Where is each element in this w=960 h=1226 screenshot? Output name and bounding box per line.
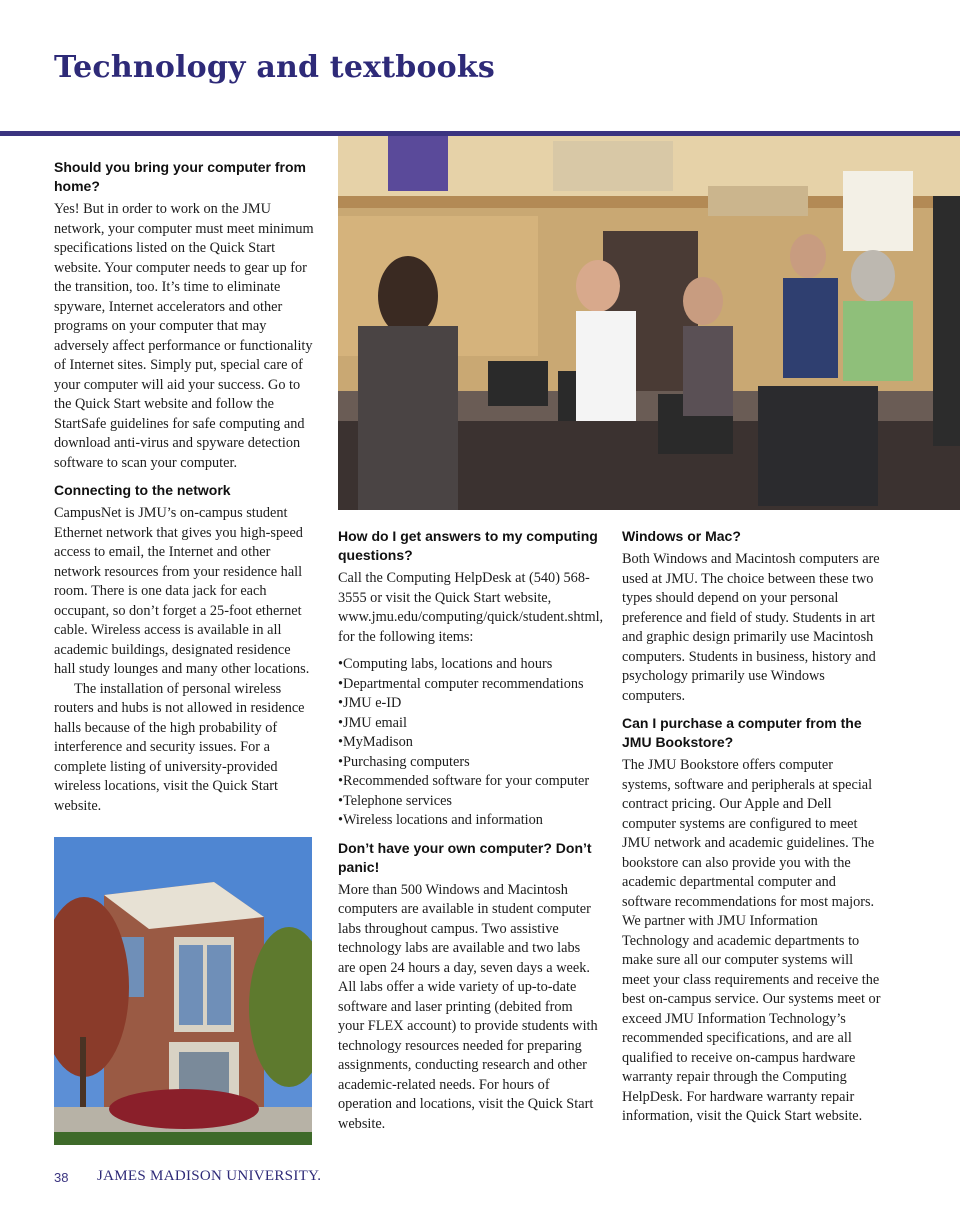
heading-bring-computer: Should you bring your computer from home? bbox=[54, 159, 306, 194]
heading-no-computer: Don’t have your own computer? Don’t panic! bbox=[338, 839, 592, 875]
page-number: 38 bbox=[54, 1170, 69, 1185]
text-bookstore: The JMU Bookstore offers computer systems, software and peripherals at special contract pricing. Our Apple and Dell computer systems are configured to meet JMU network and academic guidelines. The bookstore can also provide you with the academic departmental computer and software recommendations for most majors. We partner with JMU Information Technology and academic departments to make sure all our computer systems will meet your class requirements and receive the best on-campus service. Our systems meet or exceed JMU Information Technology’s recommended specifications, and are all qualified to receive on-campus hardware warranty repair through the Computing HelpDesk. For hardware warranty repair information, visit the Quick Start website. bbox=[622, 757, 881, 1124]
heading-bookstore: Can I purchase a computer from the JMU Bookstore? bbox=[622, 715, 862, 750]
list-item: • Telephone services bbox=[338, 792, 600, 812]
text-network-2: The installation of personal wireless routers and hubs is not allowed in residence halls because of the high probability of interference and security issues. For a complete listing of university-provided wireless locations, visit the Quick Start website. bbox=[54, 680, 305, 814]
list-item: • Purchasing computers bbox=[338, 753, 600, 773]
text-no-computer: More than 500 Windows and Macintosh computers are available in student computer labs throughout campus. Two assistive technology labs are available and two labs are open 24 hours a day, seven days a week. All labs offer a wide variety of up-to-date software and laser printing (debited from your FLEX account) to provide students with technology resources needed for preparing assignments, conducting research and other academic-related needs. For hours of operation and locations, visit the Quick Start website. bbox=[338, 881, 598, 1132]
heading-windows-mac: Windows or Mac? bbox=[622, 528, 741, 544]
column-left bbox=[54, 158, 314, 824]
heading-answers: How do I get answers to my computing questions? bbox=[338, 528, 598, 563]
university-logo: JAMES MADISON UNIVERSITY. bbox=[97, 1168, 322, 1184]
list-item: • Wireless locations and information bbox=[338, 811, 600, 831]
list-item: • JMU email bbox=[338, 714, 600, 734]
text-bring-computer: Yes! But in order to work on the JMU network, your computer must meet minimum specifications listed on the Quick Start website. Your computer needs to gear up for the transition, too. It’s time to eliminate spyware, Internet accelerators and other programs on your computer that may adversely affect performance or functionality of Internet sites. Simply put, special care of your computer will aid your success. Go to the Quick Start website and follow the StartSafe guidelines for safe computing and download anti-virus and spyware detection software to scan your computer. bbox=[54, 201, 314, 471]
column-middle bbox=[338, 527, 604, 1142]
text-network-1: CampusNet is JMU’s on-campus student Ethernet network that gives you high-speed access to email, the Internet and other network resources from your residence hall room. There is one data jack for each occupant, so don’t forget a 25-foot ethernet cable. Wireless access is available in all academic buildings, designated residence hall study lounges and many other locations. bbox=[54, 505, 310, 677]
text-answers: Call the Computing HelpDesk at (540) 568-3555 or visit the Quick Start website, www.jmu.edu/computing/quick/student.shtml, for the following items: bbox=[338, 570, 604, 645]
list-item: • Departmental computer recommendations bbox=[338, 675, 600, 695]
heading-network: Connecting to the network bbox=[54, 482, 231, 498]
page-title: Technology and textbooks bbox=[54, 50, 495, 85]
list-item: • MyMadison bbox=[338, 733, 600, 753]
list-item: • Computing labs, locations and hours bbox=[338, 655, 600, 675]
bookstore-photo bbox=[338, 136, 960, 510]
text-windows-mac: Both Windows and Macintosh computers are used at JMU. The choice between these two types should depend on your personal preference and field of study. Students in art and graphic design primarily use Macintosh computers. Students in business, history and psychology primarily use Windows computers. bbox=[622, 551, 880, 704]
helpdesk-list bbox=[338, 655, 600, 831]
column-right bbox=[622, 527, 884, 1135]
building-photo bbox=[54, 837, 312, 1145]
list-item: • Recommended software for your computer bbox=[338, 772, 600, 792]
list-item: • JMU e-ID bbox=[338, 694, 600, 714]
